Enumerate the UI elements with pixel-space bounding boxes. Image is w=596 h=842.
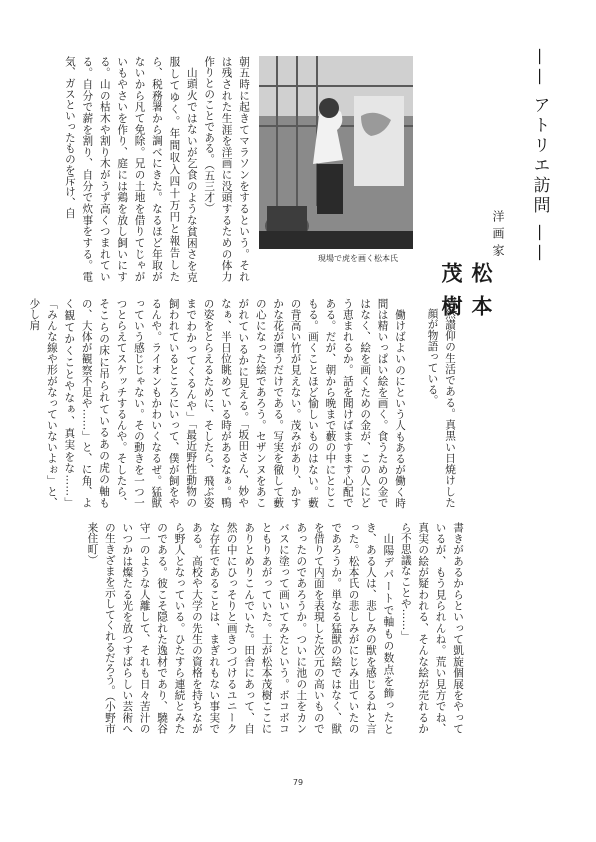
photo-caption: 現場で虎を画く松本氏 [318,254,398,263]
artist-title: 洋画家 [491,210,505,261]
article-column-bottom-left [28,298,408,508]
title-dash-right: —— [530,224,550,264]
article-column-bottom-right [52,522,466,734]
photo-illustration [259,56,413,249]
title-dash-left: —— [530,48,550,88]
artist-photo [259,56,413,249]
paragraph: 山陽デパートで軸もの数点を飾ったとき、ある人は、悲しみの獣を感じるねと言った。松本氏の悲しみがにじみ出ていたのであろうか。単なる猛獣の絵ではなく、獣を借りて内面を表現した次元の高いものであったのであろうか。ついに池の土をカンバスに塗って画いてみたという。ボコボコともりあがっていた。土が松本茂樹ここにありとめりこんでいた。田舎にあって、自然の中にひっそりと画きつづけるユニークな存在であることは、まぎれもない事実である。高校や大学の先生の資格を持ちながら野人となっている。ひたすら連続とみたのである。彼こそ隠れた逸材であり、驍谷守一のような人離して、それも日々苦汁のいつかは燦たる光を放つすばらしい芸術への生きざまを示してくれるだろう。（小野市来住町） [86,522,395,734]
section-title [527,48,553,283]
paragraph: 山頭火ではないが乞食のような貧困さを克服してゆく。年間収入四十万円と報告したら、税務署から調べにきた。なるほど年取がないから凡て免除。兄の土地を借りてじゃがいもやさいを作り、庭には鶏を放し飼いにする。山の枯木や割り木がうず高くつまれている。自分で薪を割り、自分で炊事をする。電気、ガスといったものを斥け、自 [63,56,198,282]
section-title-text: アトリエ訪問 [529,96,550,216]
artist-name: 松本茂樹 [439,262,494,328]
paragraph: 然讃仰の生活である。真黒い日焼けした顔が物語っている。 [426,308,456,508]
paragraph: 働けばよいのにという人もあるが働く時間は精いっぱい絵を画く。食うための金ではなく、絵を画くための金が、この人にどう恵まれるか。話を聞けばますます心配である。だが、朝から晩まで藪の中にとじこもる。画くことほど愉しいものはない。藪の背高い竹が見えない。茂みがあり、かすかな花が漂うだけである。写実を徹して藪の心になった絵であろう。セザンヌをあこがれているかに見える。「坂田さん、妙やなぁ、半日位眺めている時があるなぁ。鴨の姿をとらえるために、そしたら、飛ぶ姿までわかってくるんや」「最近野性動物の飼われているところにいって、僕が飼をやるんや。ライオンもかわいくなるぜ。猛獣っていう感じじゃない。その動きを一つ一つとらえてスケッチするんや。そしたら、そこらの床に吊られているあの虎の軸もの、大体が観察不足や……」と、に角、よく観てかくことやなぁ、真実をな……」「みんな線や形がなっていないよぉ」と、少し肩 [28,298,406,508]
article-column-top-left [52,56,252,282]
article-column-top-right [408,308,458,508]
paragraph: 書きがあるからといって凱旋個展をやっているが、もう見られんね。荒い見方でね、真実の絵が疑われる、そんな絵が売れるから不思議なことや……」 [399,522,464,734]
paragraph: 朝五時に起きてマラソンをするという。それは残された生涯を洋画に没頭するための体力作りとのことである。（五三才） [203,56,250,282]
page-number: 79 [292,778,304,787]
